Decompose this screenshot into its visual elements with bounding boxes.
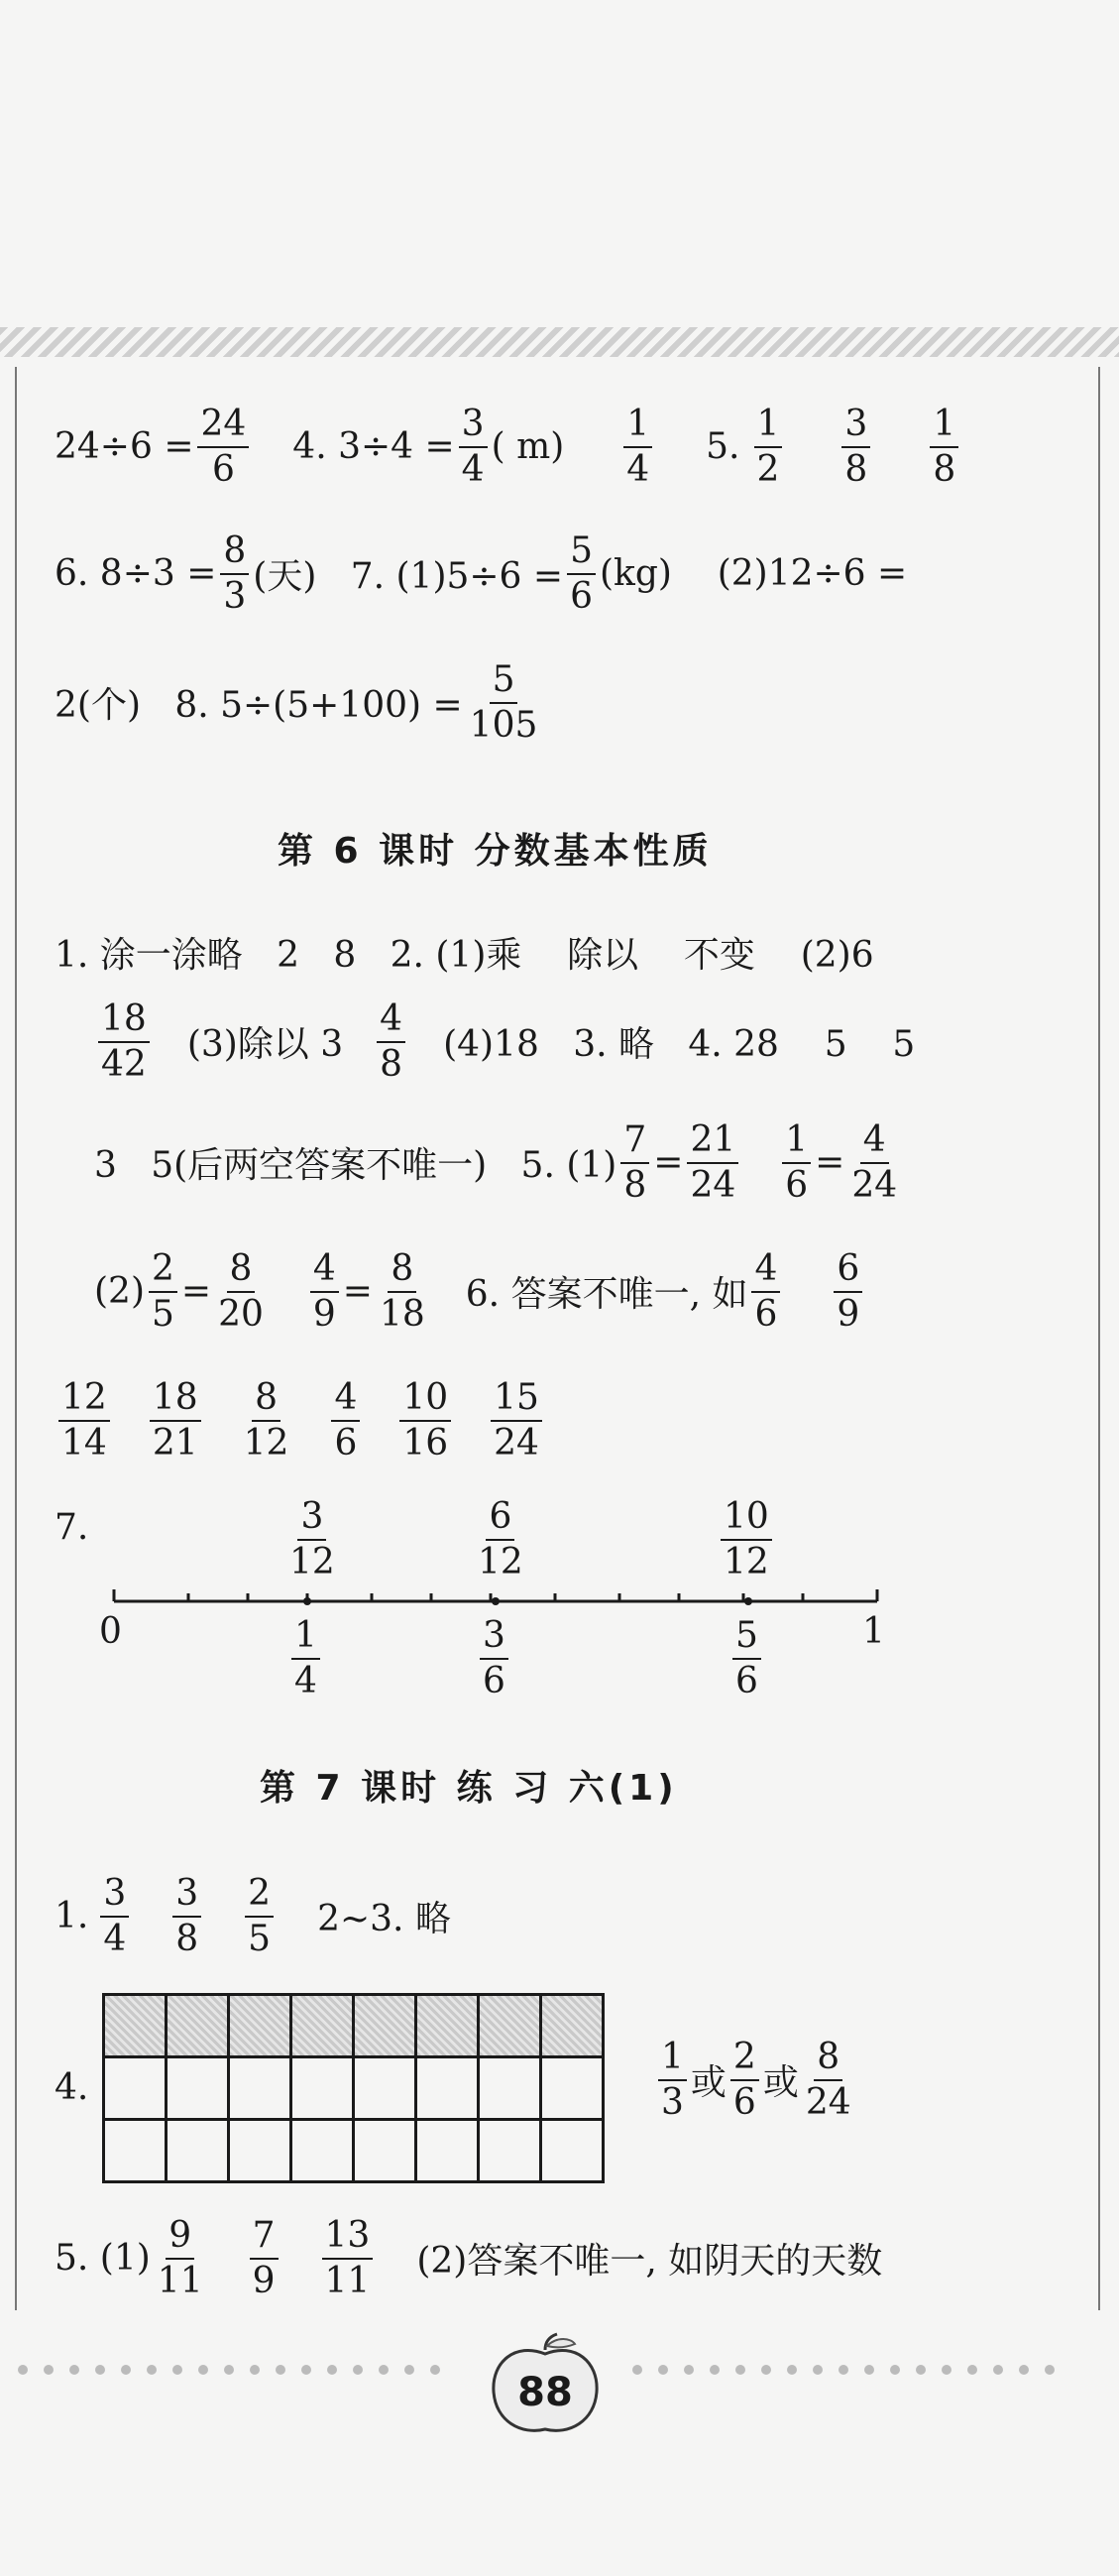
fraction: $\frac{7}{8}$ [620, 1120, 649, 1205]
number-line-label-below-3: $\frac{5}{6}$ [728, 1616, 765, 1700]
fraction: $\frac{4}{6}$ [331, 1378, 360, 1463]
answer-line-s7-1: 1. $\frac{3}{4}$ $\frac{3}{8}$ $\frac{2}{5}$ 2~3. 略 [55, 1873, 451, 1959]
fraction: $\frac{1}{6}$ [782, 1120, 811, 1205]
fraction: $\frac{5}{105}$ [469, 659, 538, 746]
fraction: $\frac{2}{5}$ [149, 1249, 177, 1334]
page-number: 88 [517, 2370, 573, 2415]
fraction: $\frac{8}{20}$ [218, 1248, 264, 1335]
fraction: $\frac{13}{11}$ [322, 2216, 374, 2300]
fraction: $\frac{8}{18}$ [379, 1248, 425, 1335]
fraction: $\frac{2}{5}$ [245, 1874, 274, 1958]
fraction: $\frac{15}{24}$ [491, 1378, 542, 1463]
question-7-label: 7. [55, 1507, 89, 1548]
fraction: $\frac{1}{2}$ [754, 405, 783, 489]
fraction: $\frac{7}{9}$ [250, 2216, 279, 2300]
footer-dots-right [624, 2360, 1063, 2419]
fraction: $\frac{9}{11}$ [157, 2215, 203, 2301]
section-heading-lesson-7: 第 7 课时 练 习 六(1) [260, 1768, 678, 1809]
number-line-zero: 0 [99, 1611, 122, 1652]
footer-dots-left [10, 2360, 448, 2419]
fraction: $\frac{18}{21}$ [150, 1378, 201, 1463]
number-line-label-above-1: $\frac{3}{12}$ [289, 1496, 335, 1582]
fraction: $\frac{3}{8}$ [172, 1874, 201, 1958]
answer-line-s6-3: 3 5(后两空答案不唯一) 5. (1) $\frac{7}{8}$ = $\frac{21}{24}$ $\frac{1}{6}$ = $\frac{4}{24}$ [94, 1120, 904, 1205]
answer-line-s7-5: 5. (1) $\frac{9}{11}$ $\frac{7}{9}$ $\frac{13}{11}$ (2)答案不唯一, 如阴天的天数 [55, 2215, 883, 2301]
answer-line-s6-5 [55, 1378, 546, 1463]
fraction: $\frac{3}{4}$ [459, 405, 488, 489]
fraction: $\frac{1}{8}$ [930, 405, 958, 489]
answer-line-3: 2(个) 8. 5÷(5+100) = $\frac{5}{105}$ [55, 660, 544, 745]
fraction: $\frac{8}{24}$ [805, 2037, 851, 2123]
fraction: $\frac{1}{4}$ [623, 405, 652, 489]
fraction: $\frac{5}{6}$ [567, 531, 596, 616]
number-line-label-above-2: $\frac{6}{12}$ [478, 1496, 523, 1582]
fraction: $\frac{18}{42}$ [98, 999, 150, 1084]
answer-line-s6-2: $\frac{18}{42}$ (3)除以 3 $\frac{4}{8}$ (4)18 3. 略 4. 28 5 5 [94, 999, 915, 1084]
right-margin-line [1098, 367, 1100, 2310]
answer-line-2: 6. 8÷3 = $\frac{8}{3}$ (天) 7. (1)5÷6 = $\frac{5}{6}$ (kg) (2)12÷6 = [55, 530, 908, 617]
number-line-label-above-3: $\frac{10}{12}$ [717, 1497, 776, 1581]
decorative-top-band [0, 327, 1119, 357]
fraction: $\frac{3}{8}$ [841, 405, 870, 489]
left-margin-line [15, 367, 17, 2310]
fraction: $\frac{4}{24}$ [851, 1119, 898, 1206]
fraction: $\frac{4}{9}$ [310, 1249, 339, 1334]
number-line-one: 1 [862, 1611, 885, 1652]
fraction: $\frac{4}{6}$ [751, 1249, 780, 1334]
answer-line-s6-4: (2) $\frac{2}{5}$ = $\frac{8}{20}$ $\frac{4}{9}$ = $\frac{8}{18}$ 6. 答案不唯一, 如 $\frac{4}{6}$ $\frac{6}{9}$ [94, 1249, 866, 1334]
fraction: $\frac{2}{6}$ [730, 2038, 759, 2122]
number-line-label-below-1: $\frac{1}{4}$ [287, 1616, 324, 1700]
fraction: $\frac{3}{4}$ [100, 1874, 129, 1958]
fraction: $\frac{4}{8}$ [377, 999, 405, 1084]
section-heading-lesson-6: 第 6 课时 分数基本性质 [278, 831, 713, 872]
question-4-answer: $\frac{1}{3}$ 或 $\frac{2}{6}$ 或 $\frac{8}{24}$ [654, 2038, 858, 2122]
fraction: $\frac{21}{24}$ [687, 1120, 738, 1205]
page-number-badge [486, 2332, 605, 2441]
fraction: $\frac{8}{3}$ [220, 531, 249, 616]
fraction: $\frac{10}{16}$ [399, 1378, 451, 1463]
shaded-grid [102, 1993, 605, 2183]
fraction: $\frac{1}{3}$ [658, 2038, 687, 2122]
question-4-label: 4. [55, 2067, 89, 2108]
fraction: $\frac{12}{14}$ [58, 1378, 110, 1463]
fraction: $\frac{8}{12}$ [243, 1377, 289, 1464]
answer-line-1: 24÷6 = $\frac{24}{6}$ 4. 3÷4 = $\frac{3}{4}$ ( m) $\frac{1}{4}$ 5. $\frac{1}{2}$ $\frac{3}{8}$ $\frac{1}{8}$ [55, 405, 962, 489]
number-line-label-below-2: $\frac{3}{6}$ [476, 1616, 512, 1700]
answer-line-s6-1: 1. 涂一涂略 2 8 2. (1)乘 除以 不变 (2)6 [55, 935, 874, 976]
fraction: $\frac{24}{6}$ [197, 405, 249, 489]
fraction: $\frac{6}{9}$ [834, 1249, 862, 1334]
